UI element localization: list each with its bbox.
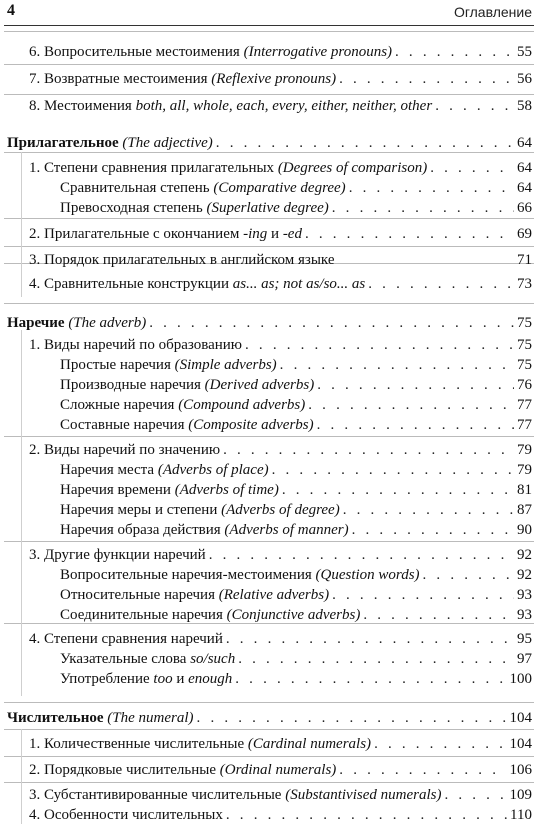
toc-entry-adverbs-by-formation[interactable]: 1. Виды наречий по образованию . . . 75 xyxy=(29,335,532,355)
page-ref: 77 xyxy=(517,397,532,413)
dot-leader xyxy=(352,520,514,540)
dot-leader xyxy=(423,565,514,585)
section-separator xyxy=(4,94,534,95)
dot-leader xyxy=(339,760,506,780)
dot-leader xyxy=(395,42,514,62)
toc-entry-too-enough[interactable]: Употребление too и enough . . . 100 xyxy=(60,669,532,689)
toc-entry-adverbs-of-manner[interactable]: Наречия образа действия (Adverbs of manner) . . . 90 xyxy=(60,520,532,540)
page-ref: 87 xyxy=(517,502,532,518)
dot-leader xyxy=(308,395,514,415)
page-ref: 79 xyxy=(517,462,532,478)
page-ref: 92 xyxy=(517,547,532,563)
toc-section-numeral[interactable]: Числительное (The numeral) . . . 104 xyxy=(7,708,532,728)
toc-entry-comparative-constructions[interactable]: 4. Сравнительные конструкции as... as; not as/so... as . . . 73 xyxy=(29,274,532,294)
dot-leader xyxy=(349,178,514,198)
dot-leader xyxy=(363,605,514,625)
page-number: 4 xyxy=(7,2,15,19)
dot-leader xyxy=(149,313,514,333)
toc-entry-simple-adverbs[interactable]: Простые наречия (Simple adverbs) . . . 75 xyxy=(60,355,532,375)
indent-guide xyxy=(21,729,22,824)
toc-entry-cardinal-numerals[interactable]: 1. Количественные числительные (Cardinal numerals) . . . 104 xyxy=(29,734,532,754)
toc-entry-derived-adverbs[interactable]: Производные наречия (Derived adverbs) . . . 76 xyxy=(60,375,532,395)
dot-leader xyxy=(317,415,514,435)
toc-entry-composite-adverbs[interactable]: Составные наречия (Composite adverbs) . . . 77 xyxy=(60,415,532,435)
page-ref: 90 xyxy=(517,522,532,538)
page-ref: 73 xyxy=(517,276,532,292)
dot-leader xyxy=(209,545,514,565)
toc-entry-pronouns-both-all[interactable]: 8. Местоимения both, all, whole, each, every, either, neither, other . . . 58 xyxy=(29,96,532,116)
toc-entry-ing-ed-adjectives[interactable]: 2. Прилагательные с окончанием -ing и -ed . . . 69 xyxy=(29,224,532,244)
page-ref: 56 xyxy=(517,71,532,87)
toc-entry-adverbs-by-meaning[interactable]: 2. Виды наречий по значению . . . 79 xyxy=(29,440,532,460)
dot-leader xyxy=(245,335,514,355)
toc-entry-superlative-degree[interactable]: Превосходная степень (Superlative degree) . . . 66 xyxy=(60,198,532,218)
running-title: Оглавление xyxy=(453,4,532,20)
page-ref: 64 xyxy=(517,160,532,176)
section-separator xyxy=(4,303,534,304)
toc-entry-comparative-degree[interactable]: Сравнительная степень (Comparative degree) . . . 64 xyxy=(60,178,532,198)
section-separator xyxy=(4,436,534,437)
section-separator xyxy=(4,782,534,783)
toc-entry-interrogative-pronouns[interactable]: 6. Вопросительные местоимения (Interrogative pronouns) . . . 55 xyxy=(29,42,532,62)
dot-leader xyxy=(226,629,514,649)
toc-entry-relative-adverbs[interactable]: Относительные наречия (Relative adverbs) . . . 93 xyxy=(60,585,532,605)
page-ref: 93 xyxy=(517,587,532,603)
page-ref: 79 xyxy=(517,442,532,458)
toc-section-adjective[interactable]: Прилагательное (The adjective) . . . 64 xyxy=(7,133,532,153)
page-ref: 64 xyxy=(517,180,532,196)
toc-entry-compound-adverbs[interactable]: Сложные наречия (Compound adverbs) . . . 77 xyxy=(60,395,532,415)
dot-leader xyxy=(374,734,506,754)
section-separator xyxy=(4,31,534,32)
dot-leader xyxy=(280,355,514,375)
indent-guide xyxy=(21,330,22,696)
section-separator xyxy=(4,246,534,247)
page-ref: 75 xyxy=(517,315,532,331)
page-ref: 106 xyxy=(509,762,532,778)
toc-entry-adverbs-of-degree[interactable]: Наречия меры и степени (Adverbs of degree) . . . 87 xyxy=(60,500,532,520)
dot-leader xyxy=(430,158,514,178)
page-ref: 71 xyxy=(517,252,532,268)
page-ref: 77 xyxy=(517,417,532,433)
toc-entry-numeral-features[interactable]: 4. Особенности числительных . . . 110 xyxy=(29,805,532,825)
dot-leader xyxy=(282,480,514,500)
toc-entry-substantivised-numerals[interactable]: 3. Субстантивированные числительные (Substantivised numerals) . . . 109 xyxy=(29,785,532,805)
dot-leader xyxy=(339,69,514,89)
page-ref: 104 xyxy=(509,736,532,752)
page-ref: 97 xyxy=(517,651,532,667)
dot-leader xyxy=(332,198,514,218)
toc-entry-question-words[interactable]: Вопросительные наречия-местоимения (Question words) . . . 92 xyxy=(60,565,532,585)
page-ref: 75 xyxy=(517,337,532,353)
dot-leader xyxy=(332,585,514,605)
toc-entry-adverbs-of-place[interactable]: Наречия места (Adverbs of place) . . . 79 xyxy=(60,460,532,480)
page-ref: 100 xyxy=(509,671,532,687)
section-separator xyxy=(4,729,534,730)
page-ref: 93 xyxy=(517,607,532,623)
dot-leader xyxy=(368,274,514,294)
dot-leader xyxy=(272,460,514,480)
toc-section-adverb[interactable]: Наречие (The adverb) . . . 75 xyxy=(7,313,532,333)
page-ref: 76 xyxy=(517,377,532,393)
page-ref: 75 xyxy=(517,357,532,373)
page-ref: 55 xyxy=(517,44,532,60)
toc-entry-adverb-comparison[interactable]: 4. Степени сравнения наречий . . . 95 xyxy=(29,629,532,649)
toc-entry-adverbs-of-time[interactable]: Наречия времени (Adverbs of time) . . . 81 xyxy=(60,480,532,500)
page-ref: 64 xyxy=(517,135,532,151)
page-ref: 69 xyxy=(517,226,532,242)
dot-leader xyxy=(435,96,514,116)
toc-entry-so-such[interactable]: Указательные слова so/such . . . 97 xyxy=(60,649,532,669)
dot-leader xyxy=(444,785,506,805)
dot-leader xyxy=(197,708,507,728)
dot-leader xyxy=(235,669,506,689)
toc-entry-adjective-order[interactable]: 3. Порядок прилагательных в английском языке 71 xyxy=(29,252,532,268)
dot-leader xyxy=(216,133,514,153)
dot-leader xyxy=(238,649,514,669)
page-ref: 109 xyxy=(509,787,532,803)
page-ref: 92 xyxy=(517,567,532,583)
section-separator xyxy=(4,702,534,703)
page-ref: 95 xyxy=(517,631,532,647)
section-separator xyxy=(4,541,534,542)
section-separator xyxy=(4,218,534,219)
toc-entry-other-adverb-functions[interactable]: 3. Другие функции наречий . . . 92 xyxy=(29,545,532,565)
toc-entry-ordinal-numerals[interactable]: 2. Порядковые числительные (Ordinal numerals) . . . 106 xyxy=(29,760,532,780)
page-ref: 66 xyxy=(517,200,532,216)
page-ref: 81 xyxy=(517,482,532,498)
indent-guide xyxy=(21,152,22,297)
toc-entry-degrees-of-comparison[interactable]: 1. Степени сравнения прилагательных (Degrees of comparison) . . . 64 xyxy=(29,158,532,178)
section-separator xyxy=(4,64,534,65)
dot-leader xyxy=(343,500,514,520)
page-ref: 104 xyxy=(509,710,532,726)
dot-leader xyxy=(317,375,514,395)
dot-leader xyxy=(305,224,514,244)
section-separator xyxy=(4,756,534,757)
dot-leader xyxy=(226,805,507,825)
page-ref: 110 xyxy=(510,807,532,823)
toc-entry-conjunctive-adverbs[interactable]: Соединительные наречия (Conjunctive adverbs) . . . 93 xyxy=(60,605,532,625)
page-ref: 58 xyxy=(517,98,532,114)
dot-leader xyxy=(223,440,514,460)
toc-entry-reflexive-pronouns[interactable]: 7. Возвратные местоимения (Reflexive pronouns) . . . 56 xyxy=(29,69,532,89)
